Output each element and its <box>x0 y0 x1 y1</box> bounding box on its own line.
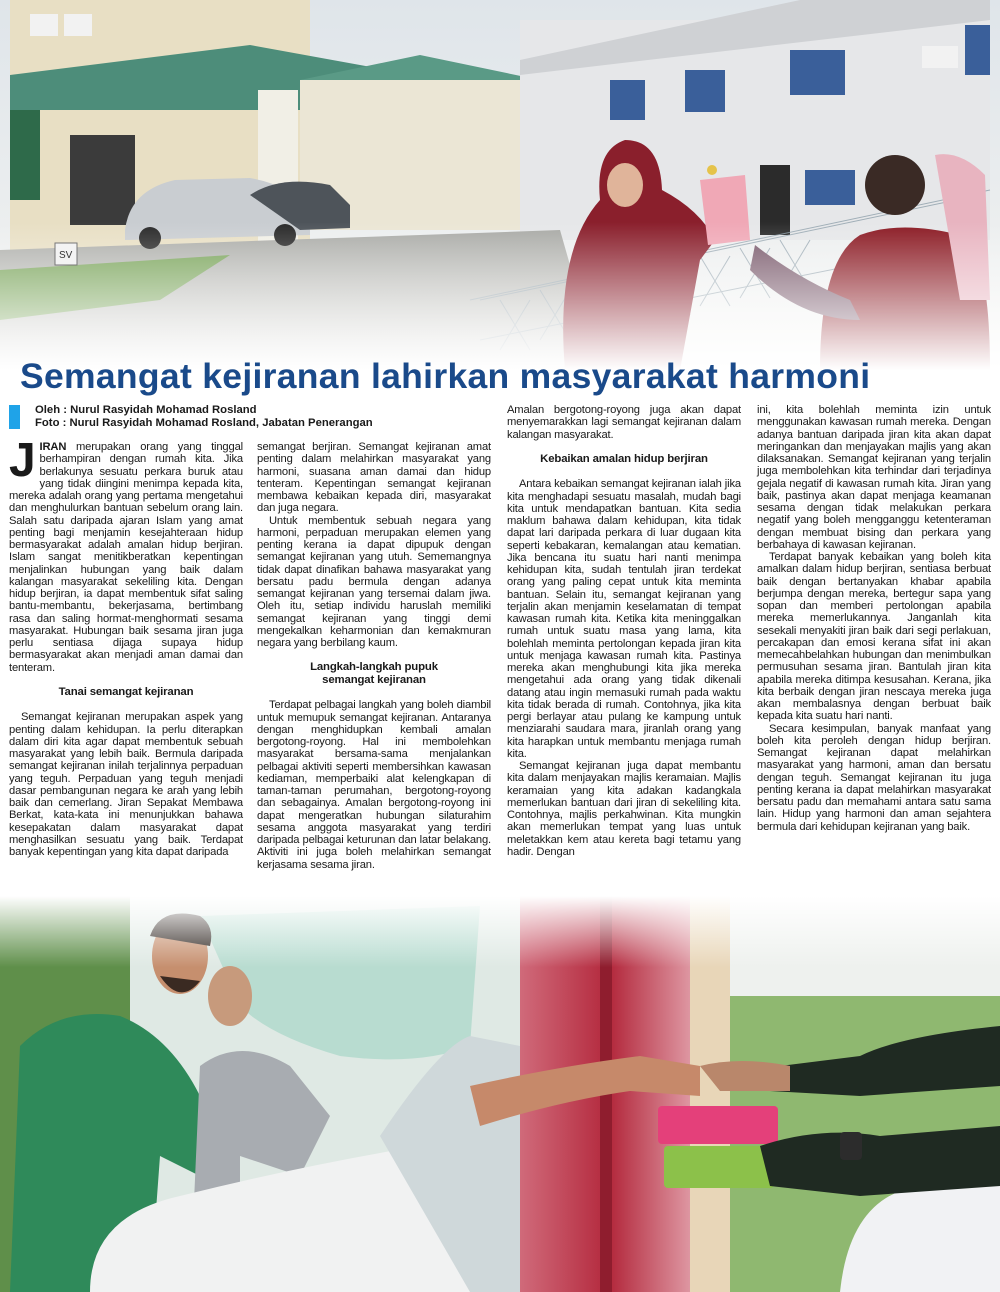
top-photo-illustration <box>0 0 1000 370</box>
byline-accent-bar <box>9 405 20 429</box>
subheading: Tanai semangat kejiranan <box>58 685 194 698</box>
article-paragraph: Amalan bergotong-royong juga akan dapat menyemarakkan lagi semangat kejiranan dalam kalangan masyarakat. <box>507 404 741 441</box>
article-paragraph: Terdapat pelbagai langkah yang boleh diambil untuk memupuk semangat kejiranan. Antaranya dengan menghidupkan kembali amalan bergotong-royong. Hal ini membolehkan masyarakat bersama-sama menjalankan pelbagai aktiviti seperti membersihkan kawasan kediaman, memperbaiki alat kelengkapan di taman-taman perumahan, bergotong-royong dan sebagainya. Amalan bergotong-royong ini dapat mengeratkan hubungan silaturahim sesama anggota masyarakat yang terdiri daripada pelbagai keturunan dan latar belakang. Aktiviti ini juga boleh melahirkan semangat kerjasama sesama jiran. <box>257 699 491 871</box>
byline-author: Oleh : Nurul Rasyidah Mohamad Rosland <box>35 404 257 416</box>
drop-cap: J <box>9 434 36 487</box>
house-number-sign: SV <box>59 250 73 261</box>
subheading: Langkah-langkah pupuk semangat kejiranan <box>310 661 438 686</box>
top-photo-neighbours-exchanging-gift <box>0 0 1000 370</box>
byline <box>9 404 373 429</box>
article-paragraph: semangat berjiran. Semangat kejiranan amat penting dalam melahirkan masyarakat yang harmoni, suasana aman damai dan hidup tenteram. Kepentingan semangat kejiranan membawa kebaikan kepada diri, masyarakat dan juga negara. <box>257 441 491 515</box>
article-paragraph: Antara kebaikan semangat kejiranan ialah jika kita menghadapi sesuatu masalah, mudah bagi kita untuk mendapatkan bantuan. Kita sedia maklum bahawa dalam kehidupan, kita tidak dapat lari daripada perkara di luar dugaan kita seperti kebakaran, kemalangan atau kematian. Jika bencana itu suatu hari nanti menimpa kehidupan kita, sudah tentulah jiran terdekat orang yang paling cepat untuk kita meminta bantuan. Selain itu, semangat kejiranan yang terjalin akan menjamin keselamatan di tempat kawasan rumah kita. Ketika kita meninggalkan rumah untuk suatu masa yang lama, kita bolehlah meminta pertolongan kepada jiran kita untuk menjaga kawasan rumah kita. Pastinya mereka akan menghubungi kita jika mereka mengetahui ada orang yang tidak dikenali datang atau ingin memasuki rumah pada waktu kita tidak berada di rumah. Contohnya, jika kita pergi berlayar atau pulang ke kampung untuk menziarahi saudara mara, jiranlah orang yang kita harapkan untuk membantu menjaga rumah kita. <box>507 478 741 760</box>
article-column-4 <box>757 404 991 833</box>
headline: Semangat kejiranan lahirkan masyarakat harmoni <box>20 356 871 396</box>
article-column-2 <box>257 441 491 871</box>
lead-word: IRAN <box>39 441 67 453</box>
article-paragraph <box>9 434 243 674</box>
article-paragraph: Terdapat banyak kebaikan yang boleh kita amalkan dalam hidup berjiran, sentiasa berbuat baik dengan bertanyakan khabar apabila berjumpa dengan mereka, bertegur sapa yang sopan dan memberi pertolongan apabila mereka memerlukannya. Janganlah kita sesekali menyakiti jiran baik dari segi perlakuan, percakapan dan emosi kerana sifat ini akan memecahbelahkan hubungan dan menimbulkan permusuhan sesama jiran. Bantulah jiran kita apabila mereka ditimpa kesusahan. Kerana, jika kita berbaik dengan jiran nescaya mereka juga akan membalasnya dengan berbuat baik kepada kita suatu hari nanti. <box>757 551 991 723</box>
article-paragraph: Untuk membentuk sebuah negara yang harmoni, perpaduan merupakan elemen yang penting kerana ia dapat dipupuk dengan semangat kejiranan yang utuh. Sememangnya tidak dapat dinafikan bahawa masyarakat yang bersatu padu bermula dengan adanya semangat kejiranan yang tersemai dalam jiwa. Oleh itu, setiap individu haruslah memiliki semangat kejiranan yang tinggi demi mengekalkan keharmonian dan kemakmuran negara yang berbilang kaum. <box>257 514 491 649</box>
paragraph-text: merupakan orang yang tinggal berhampiran dengan rumah kita. Jika berlakunya sesuatu perkara buruk atau yang tidak diingini menimpa kepada kita, mereka adalah orang yang pertama mengetahui dan menghulurkan bantuan sebelum orang lain. Salah satu daripada ajaran Islam yang amat penting bagi menjamin kesejahteraan hidup bermasyarakat adalah amalan hidup berjiran. Islam sangat menitikberatkan kepentingan menjalinkan hubungan yang baik dalam kalangan masyarakat sekeliling kita. Dengan hidup berjiran, ia dapat membentuk sifat saling bantu-membantu, bekerjasama, bertimbang rasa dan saling hormat-menghormati sesama masyarakat. Hubungan baik sesama jiran juga perlu sentiasa dijaga supaya hidup bermasyarakat akan menjadi aman damai dan tenteram. <box>9 441 243 674</box>
bottom-photo-illustration <box>0 896 1000 1292</box>
article-paragraph: Secara kesimpulan, banyak manfaat yang boleh kita peroleh dengan hidup berjiran. Semangat kejiranan dapat melahirkan masyarakat yang harmoni, aman dan bersatu dengan teguh. Semangat kejiranan itu juga penting kerana ia dapat melahirkan masyarakat bersatu padu dan memahami antara satu sama lain. Hidup yang harmoni dan aman sejahtera bermula dari kehidupan kejiranan yang baik. <box>757 722 991 833</box>
subheading: Kebaikan amalan hidup berjiran <box>540 452 708 465</box>
article-paragraph: Semangat kejiranan merupakan aspek yang penting dalam kehidupan. Ia perlu diterapkan dalam diri kita agar dapat membentuk sebuah masyarakat yang lebih baik. Bermula daripada semangat kejiranan inilah terjalinnya perpaduan yang teguh. Perpaduan yang teguh menjadi dasar pembangunan negara ke arah yang lebih baik dan cemerlang. Jiran Sepakat Membawa Berkat, kata-kata ini menunjukkan bahawa kesepakatan dalam masyarakat dapat menghasilkan sesuatu yang baik. Terdapat banyak kepentingan yang kita dapat daripada <box>9 711 243 858</box>
article-paragraph: ini, kita bolehlah meminta izin untuk menggunakan kawasan rumah mereka. Dengan adanya bantuan daripada jiran kita akan dapat meringankan dan menjayakan majlis yang akan dilaksanakan. Semangat kejiranan yang terjalin juga membolehkan kita terhindar dari terjadinya gejala negatif di kawasan rumah kita. Jiran yang baik, pastinya akan dapat menjaga keamanan sesama dengan tidak melakukan perkara negatif yang boleh mengganggu ketenteraman dengan membuat bising dan perkara yang berbahaya di kawasan kejiranan. <box>757 404 991 551</box>
article-column-3 <box>507 404 741 858</box>
bottom-photo-neighbours-sharing-food <box>0 896 1000 1292</box>
byline-photo-credit: Foto : Nurul Rasyidah Mohamad Rosland, Jabatan Penerangan <box>35 416 373 429</box>
article-paragraph: Semangat kejiranan juga dapat membantu kita dalam menjayakan majlis keramaian. Majlis keramaian yang kita adakan kadangkala memerlukan bantuan dari jiran di sekeliling kita. Contohnya, majlis perkahwinan. Kita mungkin akan memerlukan tempat yang luas untuk meletakkan kem atau kereta bagi tetamu yang hadir. Dengan <box>507 760 741 858</box>
article-column-1 <box>9 434 243 858</box>
